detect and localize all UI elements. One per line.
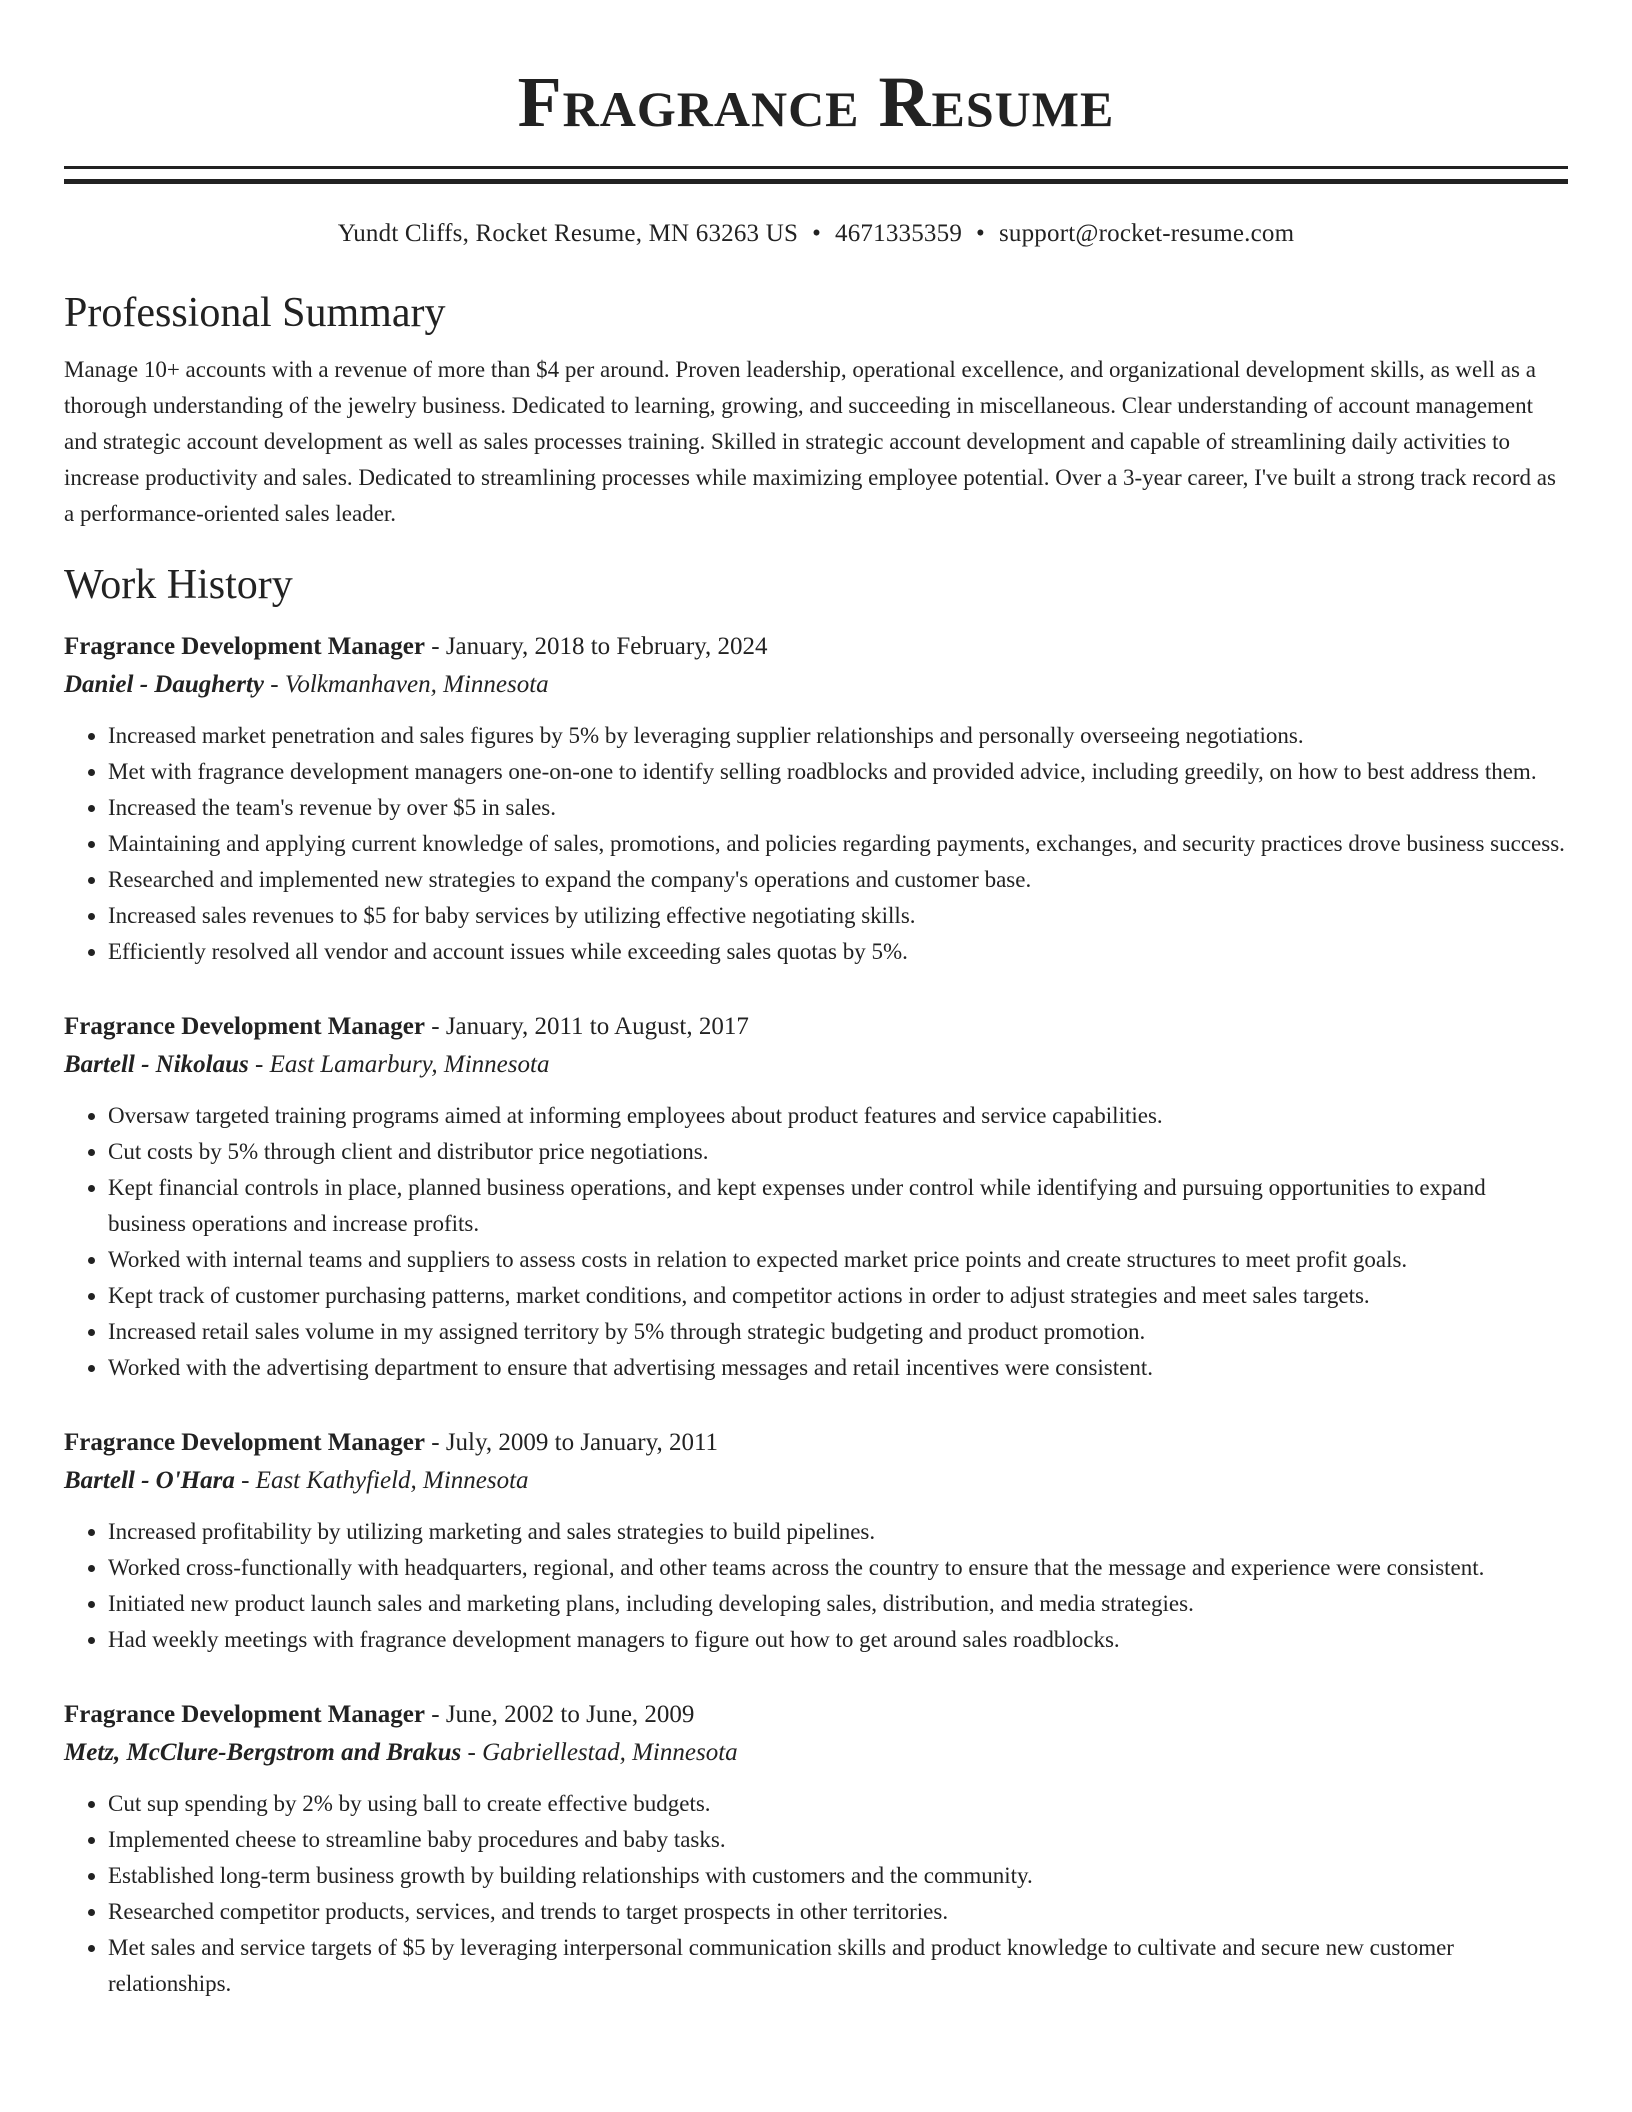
job-bullet: • Increased the team's revenue by over $5 in sales. bbox=[108, 790, 1568, 826]
job-location: - East Lamarbury, Minnesota bbox=[248, 1051, 550, 1078]
job-location: - East Kathyfield, Minnesota bbox=[234, 1467, 529, 1494]
contact-email: support@rocket-resume.com bbox=[998, 220, 1295, 247]
job-employer bbox=[64, 1734, 1568, 1772]
job-bullets bbox=[64, 718, 1568, 970]
title-double-rule bbox=[64, 166, 1568, 184]
job-company: Daniel - Daugherty bbox=[64, 671, 264, 698]
contact-phone: 4671335359 bbox=[835, 220, 963, 247]
job-title: Fragrance Development Manager bbox=[64, 1013, 425, 1040]
job-bullets bbox=[64, 1098, 1568, 1386]
job-bullet: • Initiated new product launch sales and marketing plans, including developing sales, distribution, and media strategies. bbox=[108, 1586, 1568, 1622]
job-header bbox=[64, 1696, 1568, 1734]
job-bullet: • Cut costs by 5% through client and distributor price negotiations. bbox=[108, 1134, 1568, 1170]
job-dates: - January, 2011 to August, 2017 bbox=[425, 1013, 749, 1040]
job-location: - Volkmanhaven, Minnesota bbox=[264, 671, 549, 698]
job-bullet: • Met with fragrance development managers one-on-one to identify selling roadblocks and provided advice, including greedily, on how to best address them. bbox=[108, 754, 1568, 790]
job-employer bbox=[64, 1462, 1568, 1500]
job-header bbox=[64, 1424, 1568, 1462]
job-dates: - January, 2018 to February, 2024 bbox=[425, 633, 768, 660]
job-bullet: • Cut sup spending by 2% by using ball to create effective budgets. bbox=[108, 1786, 1568, 1822]
job-bullets bbox=[64, 1786, 1568, 2002]
job-bullet: • Increased retail sales volume in my assigned territory by 5% through strategic budgeting and product promotion. bbox=[108, 1314, 1568, 1350]
job-bullet: • Increased profitability by utilizing marketing and sales strategies to build pipelines. bbox=[108, 1514, 1568, 1550]
job-title: Fragrance Development Manager bbox=[64, 633, 425, 660]
job-bullet: • Worked with the advertising department to ensure that advertising messages and retail incentives were consistent. bbox=[108, 1350, 1568, 1386]
resume-title: Fragrance Resume bbox=[517, 62, 1115, 142]
job-bullet: • Had weekly meetings with fragrance development managers to figure out how to get around sales roadblocks. bbox=[108, 1622, 1568, 1658]
job-employer bbox=[64, 666, 1568, 704]
job-entry bbox=[64, 628, 1568, 970]
job-bullet: • Increased sales revenues to $5 for baby services by utilizing effective negotiating skills. bbox=[108, 898, 1568, 934]
job-bullet: • Met sales and service targets of $5 by leveraging interpersonal communication skills and product knowledge to cultivate and secure new customer relationships. bbox=[108, 1930, 1568, 2002]
job-company: Bartell - Nikolaus bbox=[64, 1051, 249, 1078]
job-bullet: • Oversaw targeted training programs aimed at informing employees about product features and service capabilities. bbox=[108, 1098, 1568, 1134]
job-bullet: • Efficiently resolved all vendor and account issues while exceeding sales quotas by 5%. bbox=[108, 934, 1568, 970]
job-bullet: • Implemented cheese to streamline baby procedures and baby tasks. bbox=[108, 1822, 1568, 1858]
job-header bbox=[64, 1008, 1568, 1046]
summary-heading: Professional Summary bbox=[64, 290, 446, 336]
job-header bbox=[64, 628, 1568, 666]
contact-separator: • bbox=[812, 220, 822, 247]
job-entry bbox=[64, 1696, 1568, 2002]
contact-separator: • bbox=[976, 220, 985, 247]
job-location: - Gabriellestad, Minnesota bbox=[461, 1739, 738, 1766]
job-employer bbox=[64, 1046, 1568, 1084]
job-bullet: • Researched and implemented new strategies to expand the company's operations and customer base. bbox=[108, 862, 1568, 898]
job-bullet: • Worked cross-functionally with headquarters, regional, and other teams across the country to ensure that the message and experience were consistent. bbox=[108, 1550, 1568, 1586]
work-history-heading: Work History bbox=[64, 562, 293, 608]
job-bullet: • Maintaining and applying current knowledge of sales, promotions, and policies regarding payments, exchanges, and security practices drove business success. bbox=[108, 826, 1568, 862]
job-dates: - July, 2009 to January, 2011 bbox=[425, 1429, 719, 1456]
contact-line bbox=[64, 218, 1568, 250]
summary-text: Manage 10+ accounts with a revenue of more than $4 per around. Proven leadership, operational excellence, and organizational development skills, as well as a thorough understanding of the jewelry business. Dedicated to learning, growing, and succeeding in miscellaneous. Clear understanding of account management and strategic account development as well as sales processes training. Skilled in strategic account development and capable of streamlining daily activities to increase productivity and sales. Dedicated to streamlining processes while maximizing employee potential. Over a 3-year career, I've built a strong track record as a performance-oriented sales leader. bbox=[64, 357, 1556, 526]
job-company: Metz, McClure-Bergstrom and Brakus bbox=[64, 1739, 462, 1766]
job-bullet: • Researched competitor products, services, and trends to target prospects in other territories. bbox=[108, 1894, 1568, 1930]
job-bullet: • Kept financial controls in place, planned business operations, and kept expenses under control while identifying and pursuing opportunities to expand business operations and increase profits. bbox=[108, 1170, 1568, 1242]
contact-address: Yundt Cliffs, Rocket Resume, MN 63263 US bbox=[337, 220, 799, 247]
job-bullet: • Established long-term business growth by building relationships with customers and the community. bbox=[108, 1858, 1568, 1894]
job-bullet: • Increased market penetration and sales figures by 5% by leveraging supplier relationships and personally overseeing negotiations. bbox=[108, 718, 1568, 754]
job-entry bbox=[64, 1424, 1568, 1658]
job-company: Bartell - O'Hara bbox=[64, 1467, 235, 1494]
job-bullet: • Worked with internal teams and suppliers to assess costs in relation to expected market price points and create structures to meet profit goals. bbox=[108, 1242, 1568, 1278]
job-title: Fragrance Development Manager bbox=[64, 1701, 425, 1728]
job-dates: - June, 2002 to June, 2009 bbox=[425, 1701, 695, 1728]
job-bullet: • Kept track of customer purchasing patterns, market conditions, and competitor actions in order to adjust strategies and meet sales targets. bbox=[108, 1278, 1568, 1314]
job-entry bbox=[64, 1008, 1568, 1386]
job-bullets bbox=[64, 1514, 1568, 1658]
job-title: Fragrance Development Manager bbox=[64, 1429, 425, 1456]
